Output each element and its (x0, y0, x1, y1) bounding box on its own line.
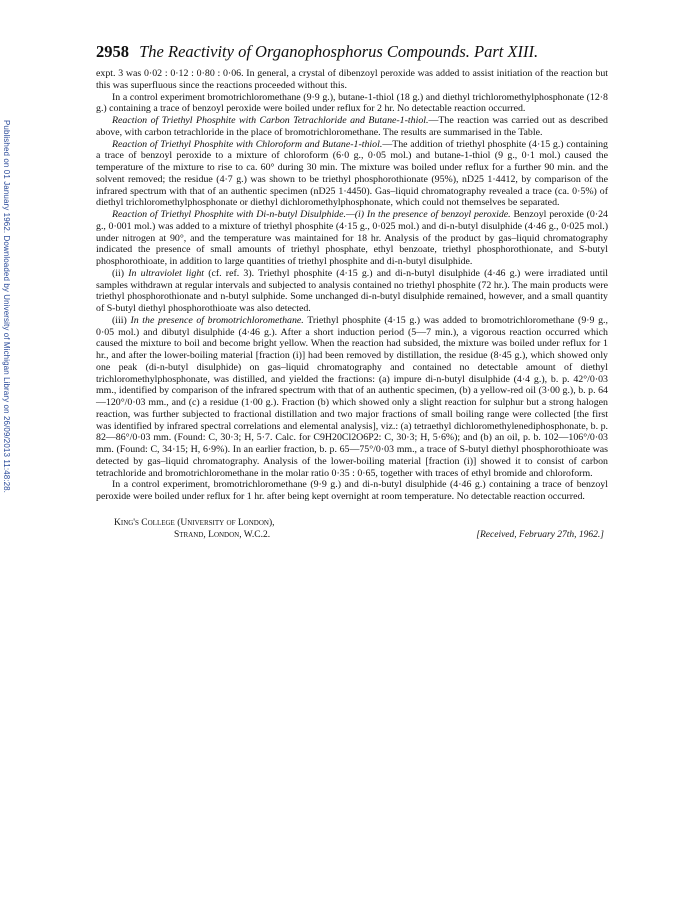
paragraph-text: expt. 3 was 0·02 : 0·12 : 0·80 : 0·06. In general, a crystal of dibenzoyl peroxide was added to assist initiation of the reaction but this was superfluous since the reactions proceeded without this. (96, 68, 608, 91)
paragraph (96, 209, 608, 268)
section-heading: Reaction of Triethyl Phosphite with Chloroform and Butane-1-thiol. (112, 138, 383, 150)
signature-block (96, 517, 608, 543)
paragraph (96, 315, 608, 480)
running-title: The Reactivity of Organophosphorus Compounds. Part XIII. (139, 42, 539, 61)
paragraph (96, 139, 608, 210)
section-heading: Reaction of Triethyl Phosphite with Di-n-butyl Disulphide.—(i) In the presence of benzoyl peroxide. (112, 209, 511, 220)
download-notice-text: Published on 01 January 1962. Downloaded by University of Michigan Library on 26/09/2013 11:48:28. (2, 120, 11, 493)
journal-page (96, 42, 608, 543)
paragraph (96, 479, 608, 503)
page-number: 2958 (96, 42, 129, 61)
affiliation (114, 517, 275, 541)
article-body (96, 68, 608, 503)
section-heading: Reaction of Triethyl Phosphite with Carbon Tetrachloride and Butane-1-thiol. (112, 115, 429, 126)
paragraph (96, 268, 608, 315)
paragraph-text: —The addition of triethyl phosphite (4·15 g.) containing a trace of benzoyl peroxide to a mixture of chloroform (6·0 g., 0·05 mol.) and butane-1-thiol (9 g., 0·1 mol.) caused the temperature of the mixture to rise to ca. 60° during 30 min. The mixture was boiled under reflux for a further 90 min. and the solvent removed; the residue (4·7 g.) was shown to be triethyl phosphorothionate (95%), nD25 1·4412, by comparison of the infrared spectrum with that of an authentic specimen (nD25 1·4450). Gas–liquid chromatography revealed a trace (ca. 0·5%) of diethyl trichloromethylphosphonate or diethyl dichloromethylphosphonate, which could not themselves be separated. (96, 138, 608, 209)
download-notice (0, 120, 12, 570)
subsection-heading: In ultraviolet light (128, 267, 205, 279)
paragraph (96, 92, 608, 116)
running-header (96, 42, 608, 62)
paragraph (96, 68, 608, 92)
paragraph-text: —The reaction was carried out as described above, with carbon tetrachloride in the place of bromotrichloromethane. The results are summarised in the Table. (96, 115, 608, 138)
subsection-heading: In the presence of bromotrichloromethane. (130, 314, 304, 326)
paragraph (96, 115, 608, 139)
paragraph-text: In a control experiment bromotrichloromethane (9·9 g.), butane-1-thiol (18 g.) and diethyl trichloromethylphosphonate (12·8 g.) containing a trace of benzoyl peroxide were boiled under reflux for 2 hr. No detectable reaction occurred. (96, 91, 608, 115)
paragraph-text: (cf. ref. 3). Triethyl phosphite (4·15 g.) and di-n-butyl disulphide (4·46 g.) were irradiated until samples withdrawn at regular intervals and subjected to analysis contained no triethyl phosphite (72 hr.). The main products were triethyl phosphorothionate and n-butyl sulphide. Some unchanged di-n-butyl disulphide remained, however, and a small quantity of S-butyl diethyl phosphorothioate was also detected. (96, 267, 608, 314)
paragraph-text: In a control experiment, bromotrichloromethane (9·9 g.) and di-n-butyl disulphide (4·46 g.) containing a trace of benzoyl peroxide were boiled under reflux for 1 hr. after being kept overnight at room temperature. No detectable reaction occurred. (96, 479, 608, 502)
paragraph-text: Triethyl phosphite (4·15 g.) was added to bromotrichloromethane (9·9 g., 0·05 mol.) and dibutyl disulphide (4·46 g.). After a short induction period (5—7 min.), a vigorous reaction occurred which caused the mixture to boil and become bright yellow. When the reaction had subsided, the mixture was boiled under reflux for 1 hr., and after the lower-boiling material [fraction (i)] had been removed by distillation, the residue (8·45 g.), which showed only one peak (di-n-butyl disulphide) on gas–liquid chromatography and contained no detectable amount of diethyl trichloromethylphosphonate, was distilled, and yielded the fractions: (a) impure di-n-butyl disulphide (4·4 g.), b. p. 42°/0·03 mm., identified by comparison of the infrared spectrum with that of an authentic specimen, (b) a yellow-red oil (3·00 g.), b. p. 64—120°/0·03 mm., and (c) a residue (1·00 g.). Fraction (b) which showed only a slight reaction for sulphur but a strong halogen reaction, was further subjected to fractional distillation and two major fractions of small boiling range were collected [the first was identified by infrared spectral correlations and elemental analysis], viz.: (a) tetraethyl dichloromethylenediphosphonate, b. p. 82—86°/0·03 mm. (Found: C, 30·3; H, 5·7. Calc. for C9H20Cl2O6P2: C, 30·3; H, 5·6%); and (b) an oil, p. b. 102—106°/0·03 mm. (Found: C, 34·15; H, 6·9%). In an earlier fraction, b. p. 65—75°/0·03 mm., a trace of S-butyl diethyl phosphorothioate was detected by gas–liquid chromatography. Analysis of the lower-boiling material [fraction (i)] showed it to consist of carbon tetrachloride and bromotrichloromethane in the molar ratio 0·35 : 0·65, together with traces of ethyl bromide and chloroform. (96, 314, 608, 479)
affiliation-line: King's College (University of London), (114, 517, 275, 528)
affiliation-line: Strand, London, W.C.2. (174, 529, 271, 540)
list-marker: (ii) (112, 267, 129, 279)
paragraph-text: Benzoyl peroxide (0·24 g., 0·001 mol.) was added to a mixture of triethyl phosphite (4·15 g., 0·025 mol.) and di-n-butyl disulphide (4·46 g., 0·025 mol.) under nitrogen at 90°, and the temperature was maintained for 18 hr. Analysis of the product by gas–liquid chromatography indicated the presence of small amounts of triethyl phosphate, ethyl benzoate, triethyl phosphorothionate, and S-butyl phosphorothioate, in addition to large quantities of triethyl phosphite and di-n-butyl disulphide. (96, 209, 608, 267)
received-date: [Received, February 27th, 1962.] (476, 529, 604, 540)
list-marker: (iii) (112, 314, 131, 326)
